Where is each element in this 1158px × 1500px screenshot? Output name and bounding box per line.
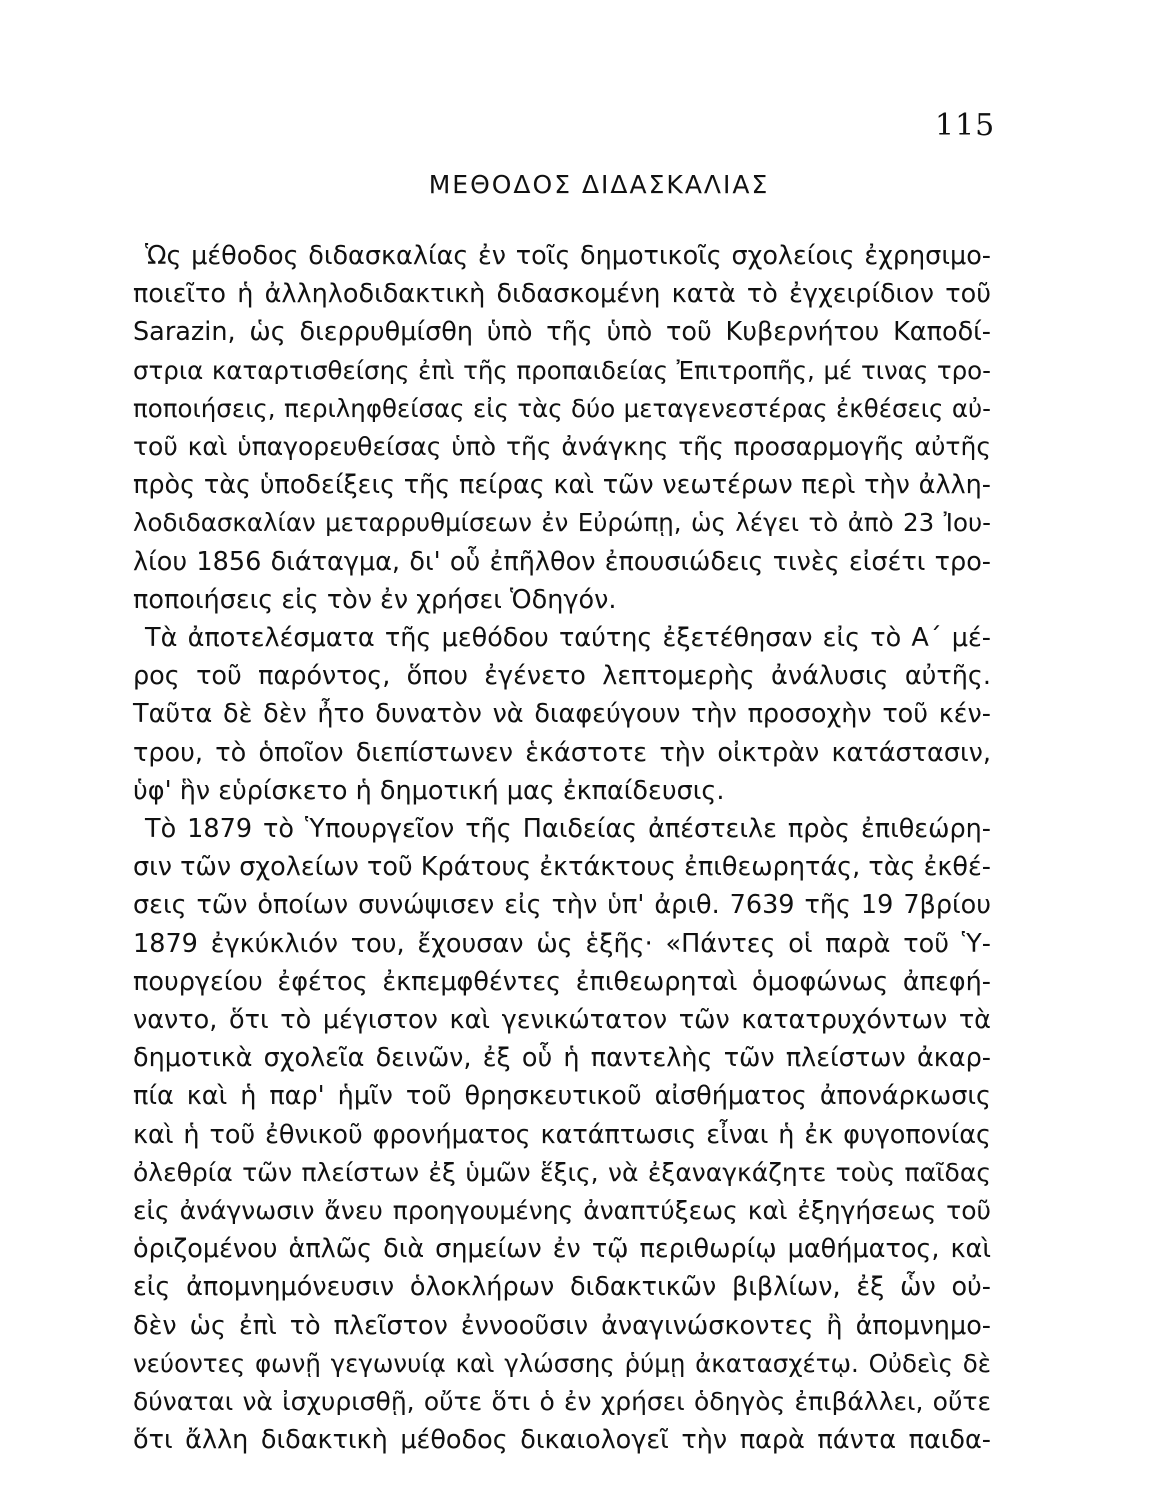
- text-line: ποποιήσεις, περιληφθείσας εἰς τὰς δύο μεταγενεστέρας ἐκθέσεις αὐ-: [133, 393, 991, 423]
- text-line: καὶ ἡ τοῦ ἐθνικοῦ φρονήματος κατάπτωσις εἶναι ἡ ἐκ φυγοπονίας: [133, 1119, 991, 1150]
- text-line: νεύοντες φωνῇ γεγωνυίᾳ καὶ γλώσσης ῥύμῃ ἀκατασχέτῳ. Οὐδεὶς δὲ: [133, 1348, 991, 1378]
- text-line: Τὸ 1879 τὸ Ὑπουργεῖον τῆς Παιδείας ἀπέστειλε πρὸς ἐπιθεώρη-: [145, 814, 991, 845]
- text-line: λίου 1856 διάταγμα, δι' οὗ ἐπῆλθον ἐπουσιώδεις τινὲς εἰσέτι τρο-: [133, 546, 991, 577]
- text-line: ὀλεθρία τῶν πλείστων ἐξ ὑμῶν ἕξις, νὰ ἐξαναγκάζητε τοὺς παῖδας: [133, 1157, 991, 1187]
- text-line: εἰς ἀπομνημόνευσιν ὁλοκλήρων διδακτικῶν βιβλίων, ἐξ ὧν οὐ-: [133, 1272, 991, 1303]
- text-line: δὲν ὡς ἐπὶ τὸ πλεῖστον ἐννοοῦσιν ἀναγινώσκοντες ἢ ἀπομνημο-: [133, 1310, 991, 1341]
- text-line: εἰς ἀνάγνωσιν ἄνευ προηγουμένης ἀναπτύξεως καὶ ἐξηγήσεως τοῦ: [133, 1196, 991, 1226]
- text-line: δύναται νὰ ἰσχυρισθῇ, οὔτε ὅτι ὁ ἐν χρήσει ὁδηγὸς ἐπιβάλλει, οὔτε: [133, 1387, 991, 1417]
- text-line: τοῦ καὶ ὑπαγορευθείσας ὑπὸ τῆς ἀνάγκης τῆς προσαρμογῆς αὐτῆς: [133, 432, 991, 462]
- text-line: Sarazin, ὡς διερρυθμίσθη ὑπὸ τῆς ὑπὸ τοῦ Κυβερνήτου Καποδί-: [133, 317, 991, 348]
- text-line: πουργείου ἐφέτος ἐκπεμφθέντες ἐπιθεωρηταὶ ὁμοφώνως ἀπεφή-: [133, 966, 991, 997]
- text-line: Ὡς μέθοδος διδασκαλίας ἐν τοῖς δημοτικοῖς σχολείοις ἐχρησιμο-: [145, 241, 991, 271]
- paragraph: [133, 237, 991, 619]
- body-text: [133, 237, 991, 1460]
- text-line: σεις τῶν ὁποίων συνώψισεν εἰς τὴν ὑπ' ἀριθ. 7639 τῆς 19 7βρίου: [133, 890, 991, 921]
- chapter-title: ΜΕΘΟΔΟΣ ΔΙΔΑΣΚΑΛΙΑΣ: [428, 170, 770, 199]
- text-line: πρὸς τὰς ὑποδείξεις τῆς πείρας καὶ τῶν νεωτέρων περὶ τὴν ἀλλη-: [133, 470, 991, 501]
- text-line: δημοτικὰ σχολεῖα δεινῶν, ἐξ οὗ ἡ παντελὴς τῶν πλείστων ἀκαρ-: [133, 1043, 991, 1074]
- text-line: πία καὶ ἡ παρ' ἡμῖν τοῦ θρησκευτικοῦ αἰσθήματος ἀπονάρκωσις: [133, 1081, 991, 1112]
- text-line: Τὰ ἀποτελέσματα τῆς μεθόδου ταύτης ἐξετέθησαν εἰς τὸ Α΄ μέ-: [145, 623, 991, 654]
- text-line: ὑφ' ἣν εὑρίσκετο ἡ δημοτική μας ἐκπαίδευσις.: [133, 775, 725, 806]
- text-line: ὁριζομένου ἁπλῶς διὰ σημείων ἐν τῷ περιθωρίῳ μαθήματος, καὶ: [133, 1234, 991, 1265]
- page-number: 115: [935, 108, 996, 143]
- paragraph: [133, 619, 991, 810]
- text-line: ρος τοῦ παρόντος, ὅπου ἐγένετο λεπτομερὴς ἀνάλυσις αὐτῆς.: [133, 661, 991, 692]
- paragraph: [133, 810, 991, 1459]
- text-line: ποποιήσεις εἰς τὸν ἐν χρήσει Ὁδηγόν.: [133, 584, 617, 615]
- text-line: Ταῦτα δὲ δὲν ἦτο δυνατὸν νὰ διαφεύγουν τὴν προσοχὴν τοῦ κέν-: [133, 699, 991, 730]
- text-line: στρια καταρτισθείσης ἐπὶ τῆς προπαιδείας Ἐπιτροπῆς, μέ τινας τρο-: [133, 355, 991, 385]
- text-line: ποιεῖτο ἡ ἀλληλοδιδακτικὴ διδασκομένη κατὰ τὸ ἐγχειρίδιον τοῦ: [133, 279, 991, 310]
- text-line: 1879 ἐγκύκλιόν του, ἔχουσαν ὡς ἑξῆς· «Πάντες οἱ παρὰ τοῦ Ὑ-: [133, 928, 991, 959]
- text-line: ναντο, ὅτι τὸ μέγιστον καὶ γενικώτατον τῶν κατατρυχόντων τὰ: [133, 1005, 991, 1036]
- text-line: τρου, τὸ ὁποῖον διεπίστωνεν ἑκάστοτε τὴν οἰκτρὰν κατάστασιν,: [133, 737, 991, 768]
- text-line: σιν τῶν σχολείων τοῦ Κράτους ἐκτάκτους ἐπιθεωρητάς, τὰς ἐκθέ-: [133, 852, 991, 883]
- text-line: ὅτι ἄλλη διδακτικὴ μέθοδος δικαιολογεῖ τὴν παρὰ πάντα παιδα-: [133, 1425, 991, 1456]
- text-line: λοδιδασκαλίαν μεταρρυθμίσεων ἐν Εὐρώπῃ, ὡς λέγει τὸ ἀπὸ 23 Ἰου-: [133, 508, 991, 538]
